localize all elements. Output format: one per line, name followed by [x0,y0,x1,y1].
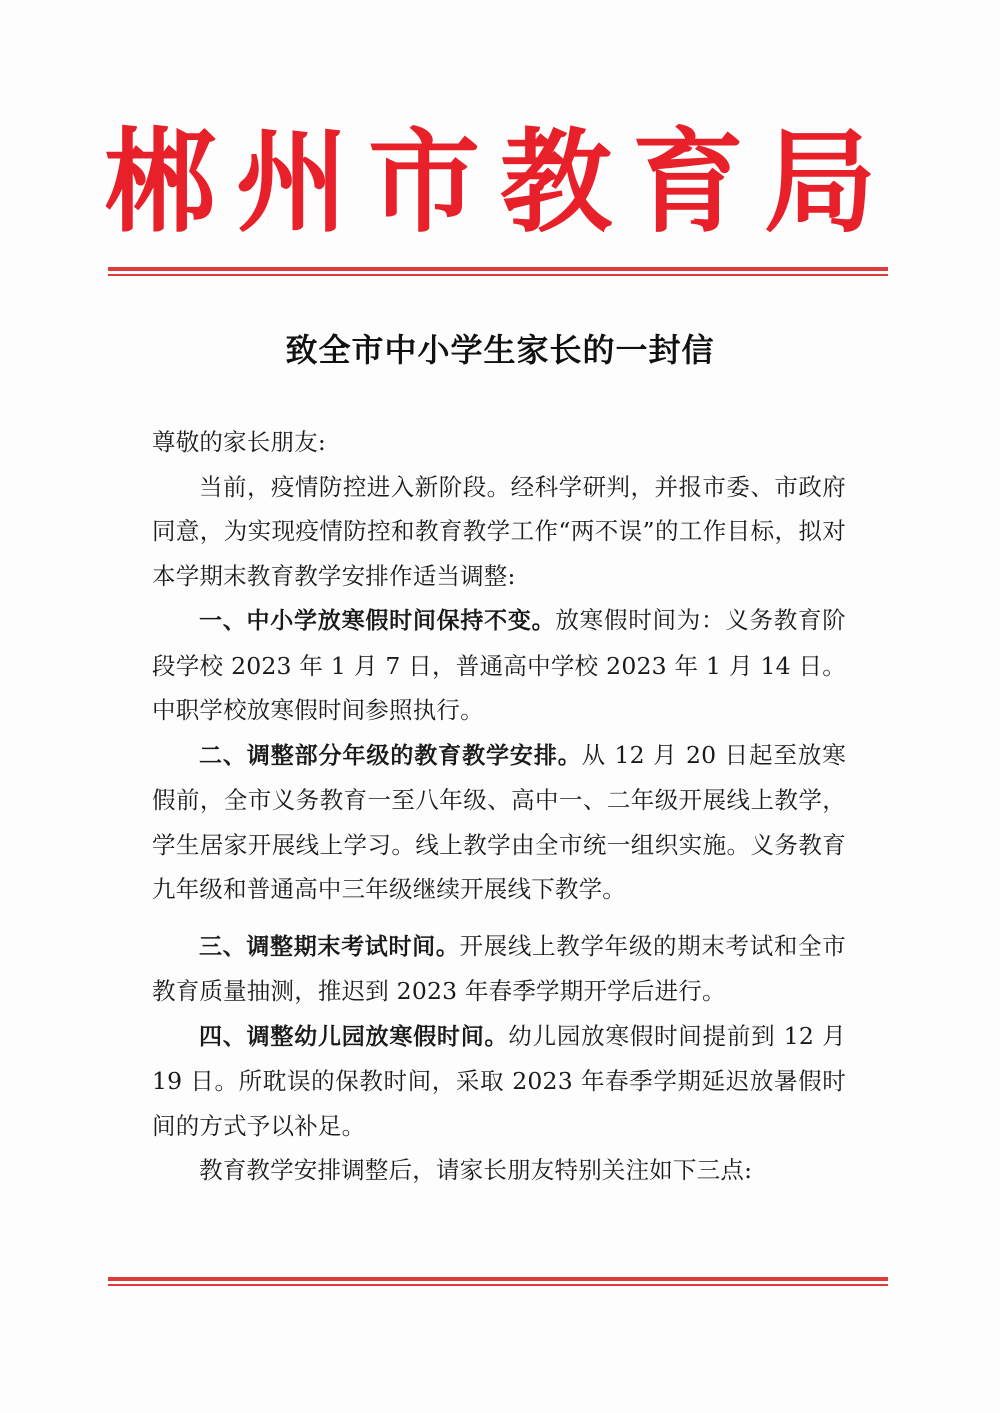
salutation: 尊敬的家长朋友: [152,428,327,456]
section-heading-4: 四、调整幼儿园放寒假时间。 [199,1023,509,1050]
footer-thick-line [108,1277,888,1281]
section-heading-2: 二、调整部分年级的教育教学安排。 [199,742,582,769]
intro-paragraph: 当前，疫情防控进入新阶段。经科学研判，并报市委、市政府同意，为实现疫情防控和教育教学工作“两不误”的工作目标，拟对本学期末教育教学安排作适当调整: [152,472,846,590]
letterhead-divider [108,267,888,276]
document-title: 致全市中小学生家长的一封信 [285,331,715,369]
section-paragraph-2 [152,733,846,912]
letter-body [152,420,846,1193]
letterhead-title: 郴州市教育局 [104,117,896,248]
section-text-3: 开展线上教学年级的期末考试和全市教育质量抽测，推迟到 2023 年春季学期开学后进行。 [152,931,846,1005]
divider-thick-line [108,267,888,271]
section-heading-3: 三、调整期末考试时间。 [199,933,460,960]
section-text-4: 幼儿园放寒假时间提前到 12 月 19 日。所耽误的保教时间，采取 2023 年春季学期延迟放暑假时间的方式予以补足。 [152,1021,846,1140]
section-text-2: 从 12 月 20 日起至放寒假前，全市义务教育一至八年级、高中一、二年级开展线上教学，学生居家开展线上学习。线上教学由全市统一组织实施。义务教育九年级和普通高中三年级继续开展线下教学。 [152,740,846,903]
footer-divider [108,1277,888,1286]
section-paragraph-4 [152,1014,846,1149]
section-paragraph-1 [152,598,846,733]
closing-paragraph: 教育教学安排调整后，请家长朋友特别关注如下三点: [199,1156,753,1184]
divider-thin-line [108,274,888,276]
section-text-1: 放寒假时间为：义务教育阶段学校 2023 年 1 月 7 日，普通高中学校 2023 年 1 月 14 日。中职学校放寒假时间参照执行。 [152,606,846,724]
footer-thin-line [108,1284,888,1286]
section-paragraph-3 [152,924,846,1014]
section-heading-1: 一、中小学放寒假时间保持不变。 [199,608,556,634]
